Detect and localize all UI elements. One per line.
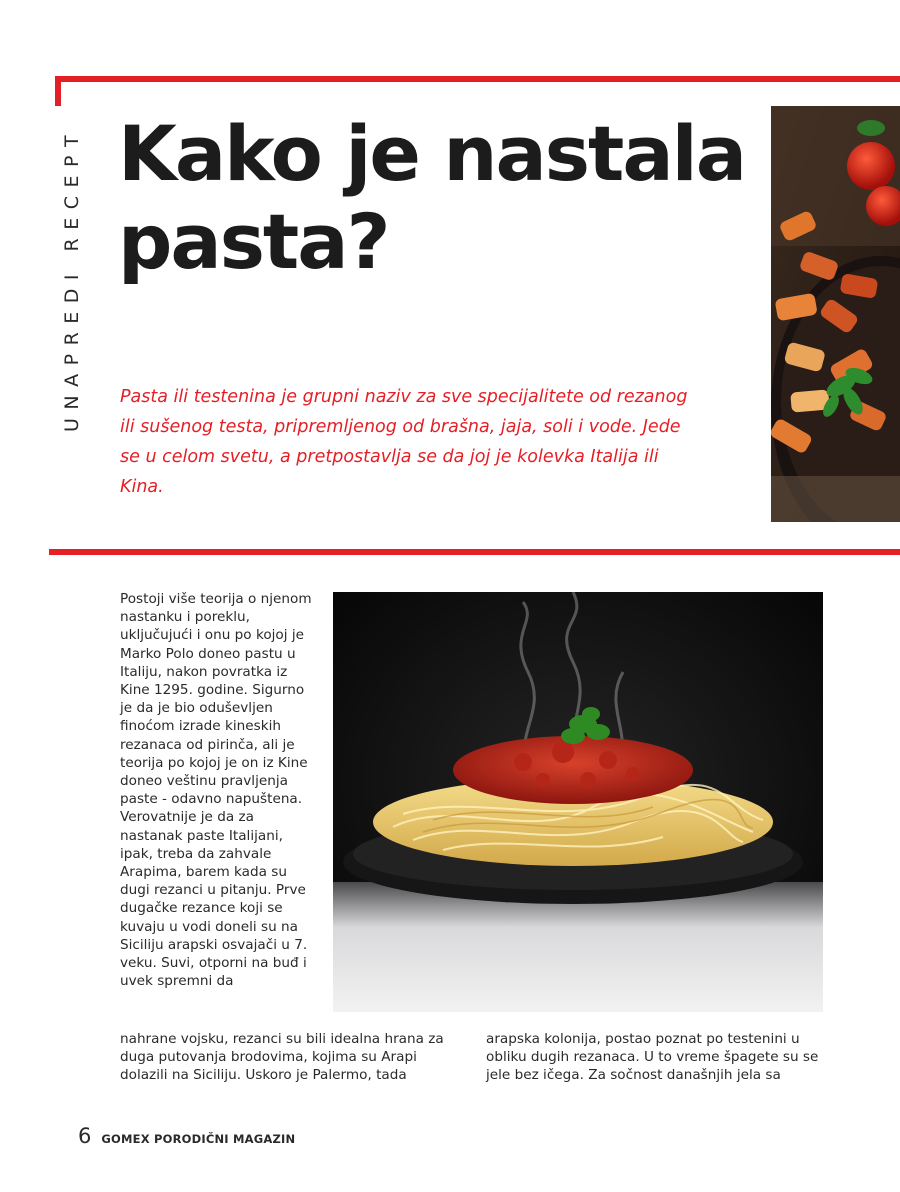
article-body-column-1: Postoji više teorija o njenom nastanku i poreklu, uključujući i onu po kojoj je Marko Polo doneo pastu u Italiju, nakon povratka iz Kine 1295. godine. Sigurno je da je bio oduševljen finoćom izrade kineskih rezanaca od pirinča, ali je teorija po kojoj je on iz Kine doneo veštinu pravljenja paste - odavno napuštena. Verovatnije je da za nastanak paste Italijani, ipak, treba da zahvale Arapima, barem kada su dugi rezanci u pitanju. Prve dugačke rezance koji se kuvaju u vodi doneli su na Siciliju arapski osvajači u 7. veku. Suvi, otporni na buđ i uvek spremni da — [120, 591, 312, 990]
page-number: 6 — [78, 1124, 92, 1148]
red-divider-rule — [49, 549, 900, 555]
article-intro: Pasta ili testenina je grupni naziv za sve specijalitete od rezanog ili sušenog testa, pripremljenog od brašna, jaja, soli i vode. Jede se u celom svetu, a pretpostavlja se da joj je kolevka Italija ili Kina. — [120, 387, 688, 497]
magazine-name: GOMEX PORODIČNI MAGAZIN — [101, 1132, 296, 1146]
hero-pasta-photo — [771, 106, 900, 522]
page-footer — [78, 1124, 295, 1152]
main-spaghetti-photo — [333, 592, 823, 1012]
article-body-column-2: nahrane vojsku, rezanci su bili idealna hrana za duga putovanja brodovima, kojima su Arapi dolazili na Siciliju. Uskoro je Palermo, tada — [120, 1031, 444, 1084]
red-frame-left-rule — [55, 76, 61, 106]
article-body-column-3: arapska kolonija, postao poznat po testenini u obliku dugih rezanaca. U to vreme špagete su se jele bez ičega. Za sočnost današnjih jela sa — [486, 1031, 819, 1084]
article-title: Kako je nastala pasta? — [118, 109, 745, 286]
red-frame-top-rule — [55, 76, 900, 82]
section-label: UNAPREDI RECEPT — [61, 126, 83, 432]
